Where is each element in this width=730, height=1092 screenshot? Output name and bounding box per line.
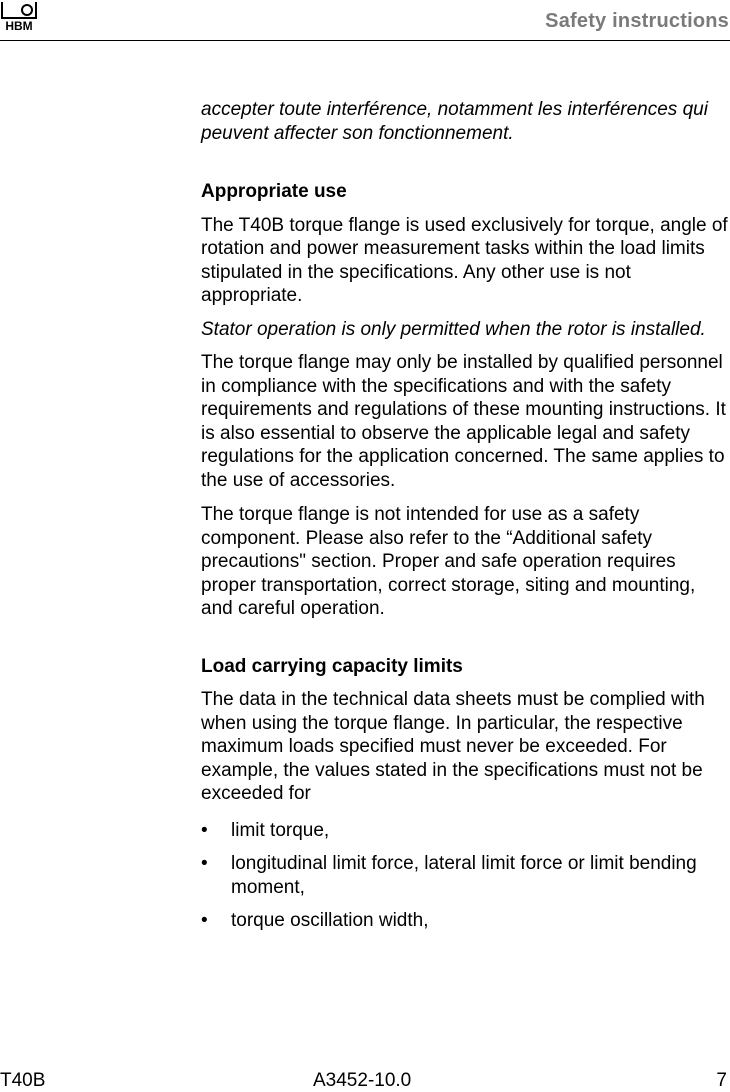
- list-item-text: limit torque,: [231, 819, 330, 841]
- page-content: [201, 98, 729, 943]
- footer-doc-number: A3452-10.0: [313, 1070, 412, 1091]
- header-divider: [0, 40, 730, 41]
- hbm-logo: [0, 0, 38, 32]
- list-item: [201, 852, 729, 899]
- paragraph: The torque flange may only be installed by qualified personnel in compliance with the specifications and with the safety requirements and regulations of these mounting instructions. It is also essential to observe the applicable legal and safety regulations for the application concerned. The same applies to the use of accessories.: [201, 352, 726, 491]
- section-heading-load-limits: Load carrying capacity limits: [201, 655, 463, 677]
- section-heading-appropriate-use: Appropriate use: [201, 181, 347, 202]
- intro-paragraph: accepter toute interférence, notamment les interférences qui peuvent affecter son fonctionnement.: [201, 99, 708, 144]
- paragraph: The torque flange is not intended for use as a safety component. Please also refer to the “Additional safety precautions" section. Proper and safe operation requires proper transportation, correct storage, siting and mounting, and careful operation.: [201, 504, 696, 619]
- paragraph: The data in the technical data sheets must be complied with when using the torque flange. In particular, the respective maximum loads specified must never be exceeded. For example, the values stated in the specifications must not be exceeded for: [201, 689, 705, 804]
- bullet-icon: •: [201, 853, 208, 874]
- list-item-text: torque oscillation width,: [231, 910, 429, 931]
- limits-list: [201, 819, 729, 933]
- bullet-icon: •: [201, 910, 208, 931]
- stator-note: Stator operation is only permitted when the rotor is installed.: [201, 318, 706, 340]
- list-item-text: longitudinal limit force, lateral limit force or limit bending moment,: [231, 853, 697, 898]
- bullet-icon: •: [201, 819, 208, 841]
- list-item: [201, 909, 729, 933]
- paragraph: The T40B torque flange is used exclusively for torque, angle of rotation and power measurement tasks within the load limits stipulated in the specifications. Any other use is not appropriate.: [201, 214, 728, 306]
- list-item: [201, 819, 729, 843]
- footer-page-number: 7: [716, 1070, 727, 1091]
- header-title: Safety instructions: [545, 10, 729, 32]
- logo-text: HBM: [5, 19, 33, 32]
- footer-product: T40B: [0, 1070, 46, 1091]
